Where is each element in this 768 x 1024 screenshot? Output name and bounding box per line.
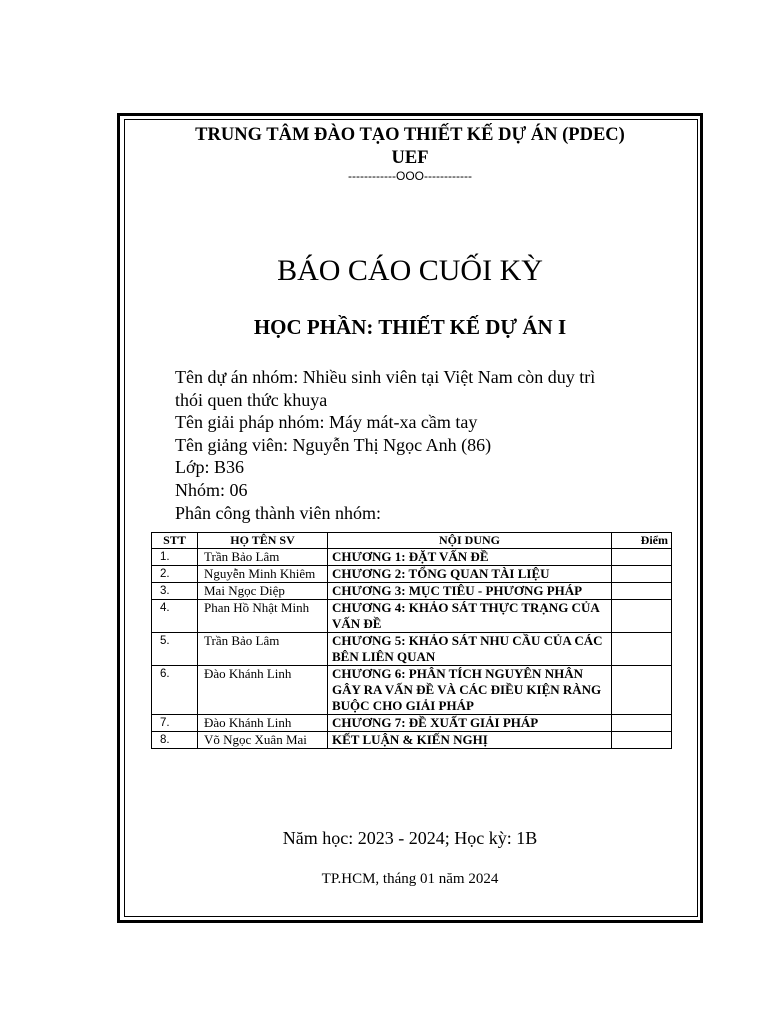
row-content: CHƯƠNG 1: ĐẶT VẤN ĐỀ	[328, 549, 612, 566]
project-info	[175, 366, 675, 524]
table-row	[152, 732, 672, 749]
project-name-line1: Tên dự án nhóm: Nhiều sinh viên tại Việt Nam còn duy trì	[175, 367, 596, 387]
header-separator: ------------OOO------------	[348, 169, 472, 183]
row-score	[612, 666, 672, 715]
header-content: NỘI DUNG	[328, 533, 612, 549]
row-content: KẾT LUẬN & KIẾN NGHỊ	[328, 732, 612, 749]
row-stt: 5.	[152, 633, 198, 666]
table-row	[152, 566, 672, 583]
row-score	[612, 633, 672, 666]
school-name: UEF	[391, 148, 429, 168]
solution-name: Tên giải pháp nhóm: Máy mát-xa cầm tay	[175, 412, 478, 433]
row-score	[612, 600, 672, 633]
lecturer-name: Tên giảng viên: Nguyễn Thị Ngọc Anh (86)	[175, 434, 492, 455]
row-stt: 8.	[152, 732, 198, 749]
academic-year: Năm học: 2023 - 2024; Học kỳ: 1B	[282, 828, 538, 848]
row-student-name: Trần Bảo Lâm	[198, 633, 328, 666]
row-content: CHƯƠNG 2: TỔNG QUAN TÀI LIỆU	[328, 566, 612, 583]
project-name-line2: thói quen thức khuya	[175, 389, 328, 410]
table-row	[152, 549, 672, 566]
row-student-name: Đào Khánh Linh	[198, 715, 328, 732]
row-content: CHƯƠNG 6: PHÂN TÍCH NGUYÊN NHÂN GÂY RA VẤN ĐỀ VÀ CÁC ĐIỀU KIỆN RÀNG BUỘC CHO GIẢI PHÁP	[328, 666, 612, 715]
group-number: Nhóm: 06	[175, 479, 248, 500]
header-name: HỌ TÊN SV	[198, 533, 328, 549]
row-student-name: Đào Khánh Linh	[198, 666, 328, 715]
row-student-name: Phan Hồ Nhật Minh	[198, 600, 328, 633]
row-content: CHƯƠNG 7: ĐỀ XUẤT GIẢI PHÁP	[328, 715, 612, 732]
course-subtitle: HỌC PHẦN: THIẾT KẾ DỰ ÁN I	[253, 315, 567, 339]
table-header-row	[152, 533, 672, 549]
row-score	[612, 549, 672, 566]
row-student-name: Mai Ngọc Diệp	[198, 583, 328, 600]
row-content: CHƯƠNG 3: MỤC TIÊU - PHƯƠNG PHÁP	[328, 583, 612, 600]
row-stt: 4.	[152, 600, 198, 633]
row-score	[612, 715, 672, 732]
row-score	[612, 583, 672, 600]
row-stt: 2.	[152, 566, 198, 583]
row-score	[612, 566, 672, 583]
row-stt: 3.	[152, 583, 198, 600]
table-row	[152, 583, 672, 600]
row-content: CHƯƠNG 5: KHẢO SÁT NHU CẦU CỦA CÁC BÊN LIÊN QUAN	[328, 633, 612, 666]
row-student-name: Trần Bảo Lâm	[198, 549, 328, 566]
row-student-name: Nguyễn Minh Khiêm	[198, 566, 328, 583]
class-name: Lớp: B36	[175, 457, 245, 478]
report-title: BÁO CÁO CUỐI KỲ	[277, 254, 543, 287]
header-score: Điểm	[612, 533, 672, 549]
table-row	[152, 666, 672, 715]
row-stt: 7.	[152, 715, 198, 732]
row-stt: 1.	[152, 549, 198, 566]
row-score	[612, 732, 672, 749]
row-content: CHƯƠNG 4: KHẢO SÁT THỰC TRẠNG CỦA VẤN ĐỀ	[328, 600, 612, 633]
table-row	[152, 600, 672, 633]
row-stt: 6.	[152, 666, 198, 715]
member-assignment-table	[151, 532, 672, 749]
row-student-name: Võ Ngọc Xuân Mai	[198, 732, 328, 749]
place-and-date: TP.HCM, tháng 01 năm 2024	[321, 871, 499, 887]
assignment-heading: Phân công thành viên nhóm:	[175, 502, 381, 523]
table-row	[152, 715, 672, 732]
table-row	[152, 633, 672, 666]
header-stt: STT	[152, 533, 198, 549]
organization-name: TRUNG TÂM ĐÀO TẠO THIẾT KẾ DỰ ÁN (PDEC)	[195, 125, 625, 145]
